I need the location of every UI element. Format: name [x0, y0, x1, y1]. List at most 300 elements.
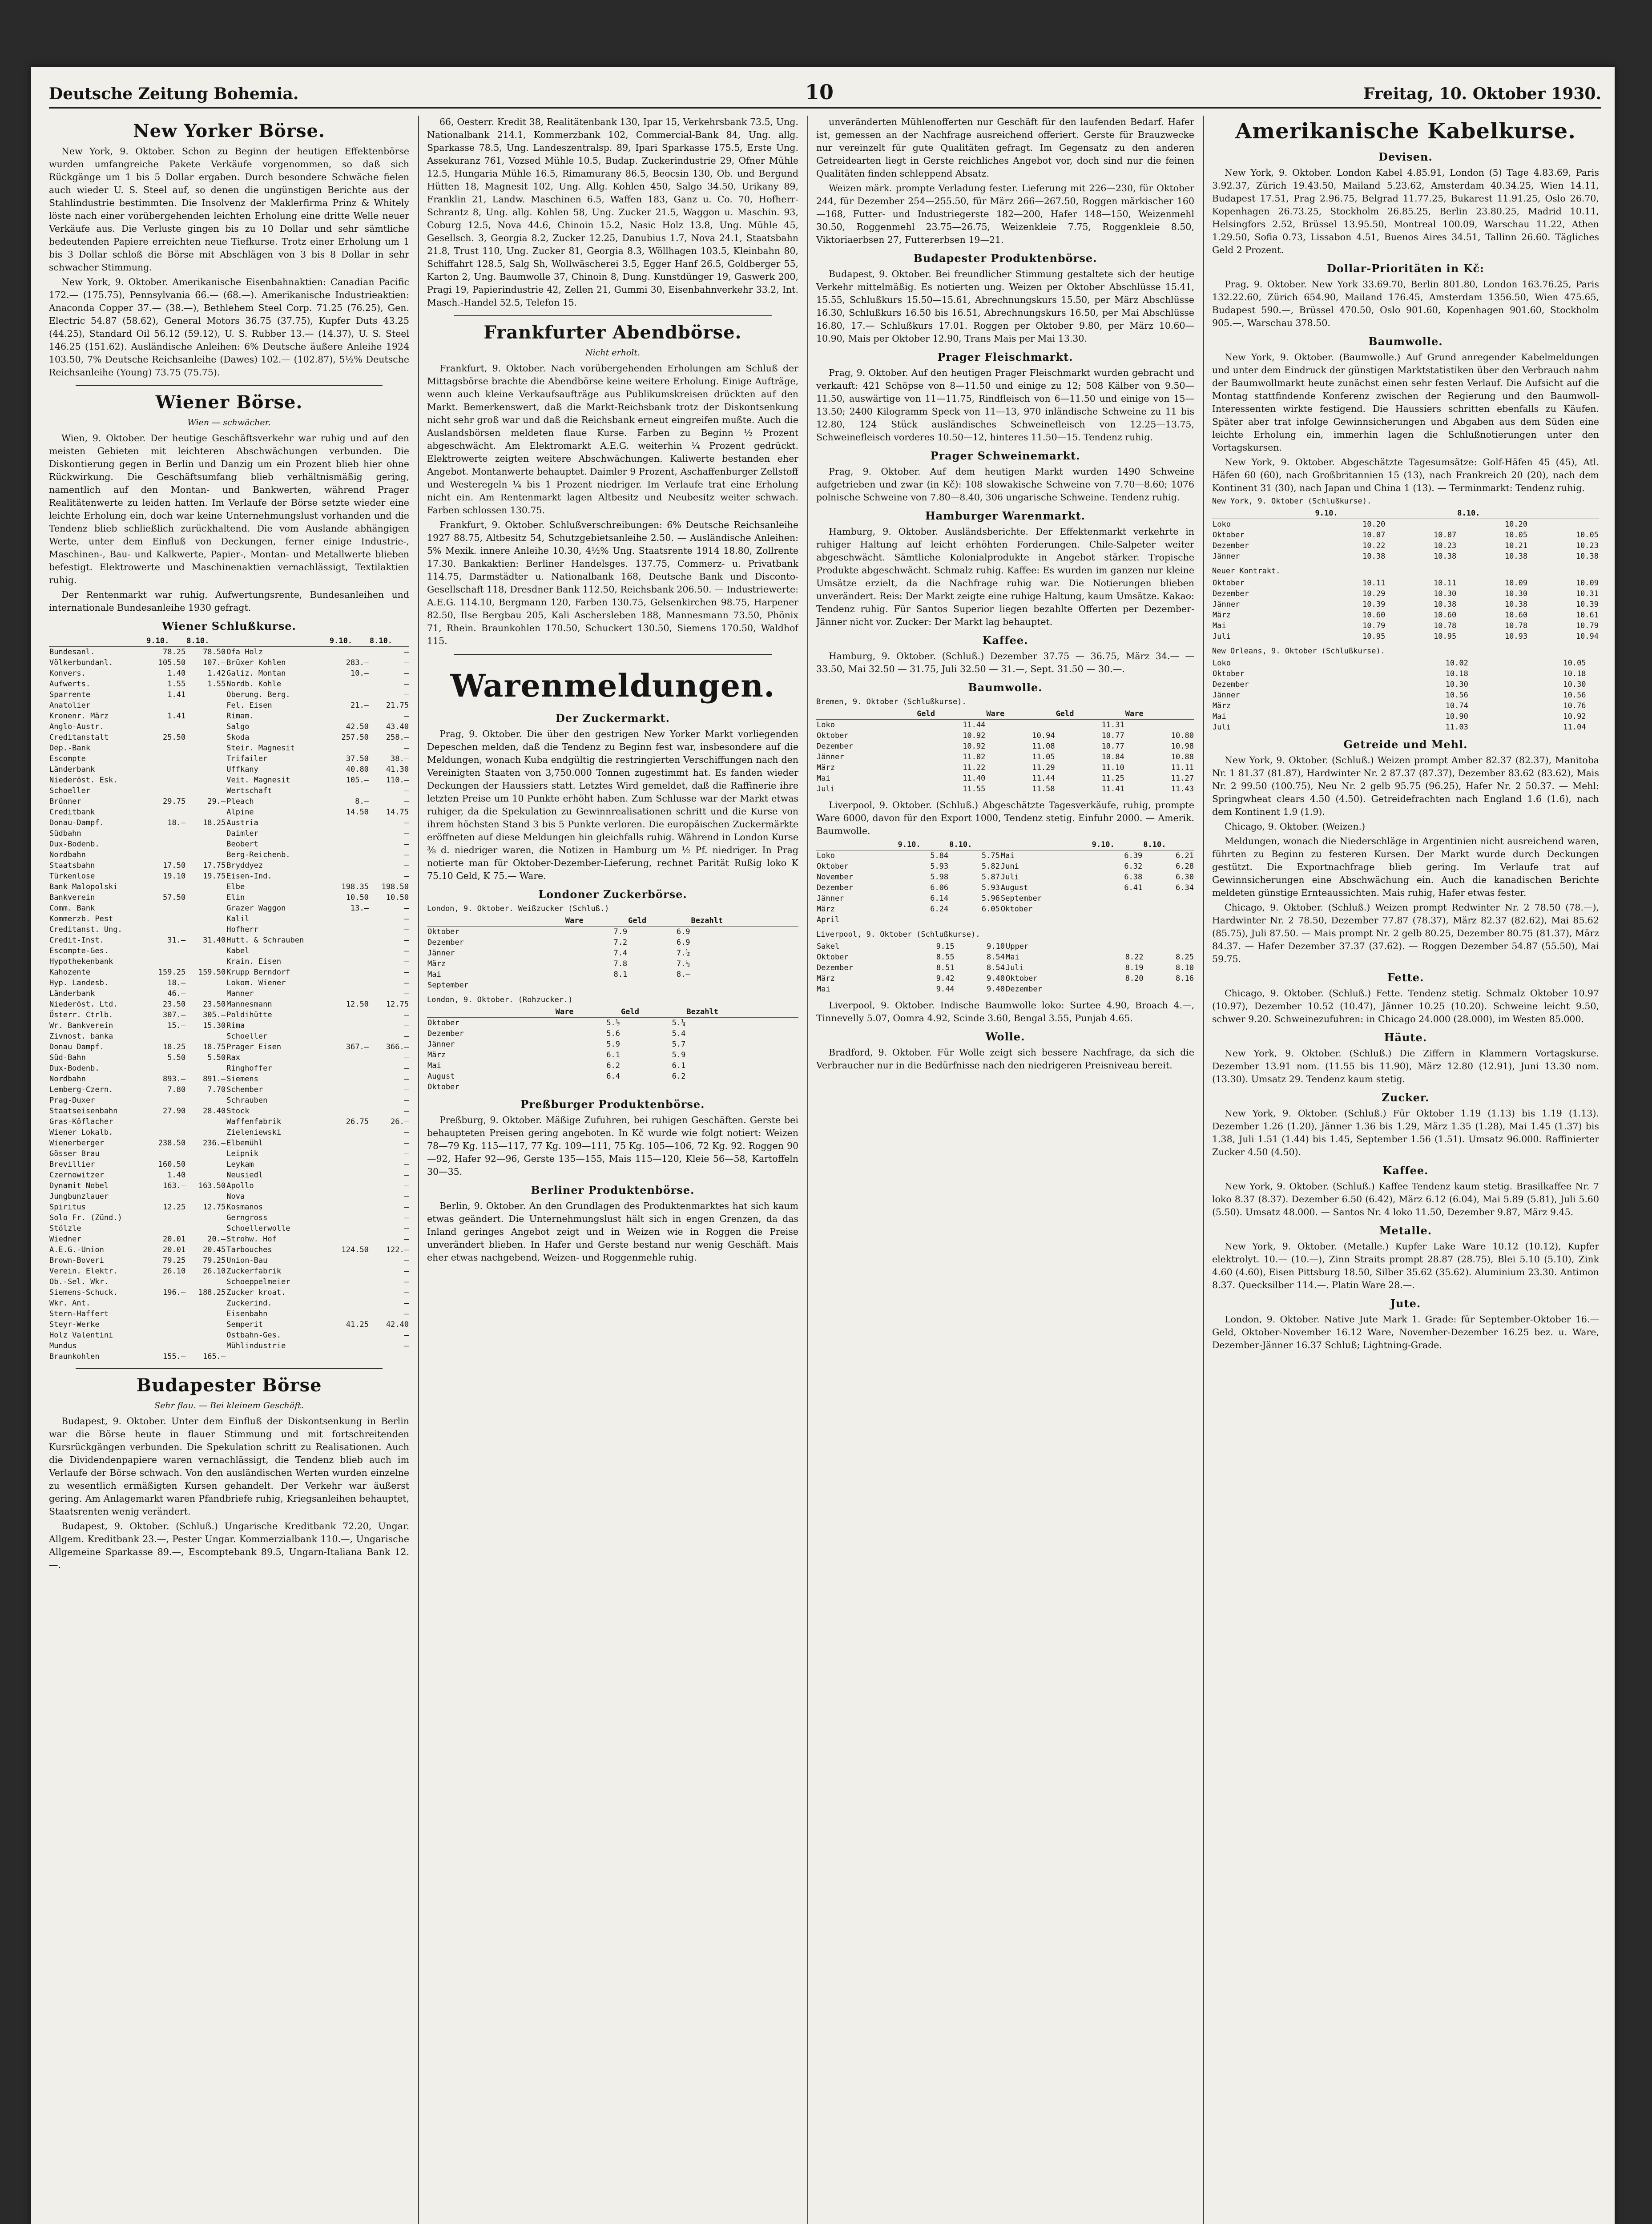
table-cell: — — [404, 797, 409, 806]
column-1 — [49, 116, 409, 2224]
new-contract-table — [1212, 578, 1599, 642]
table-cell: — — [404, 904, 409, 913]
table-cell: 43.40 — [386, 722, 409, 731]
table-cell — [329, 914, 369, 924]
table-row — [49, 1202, 409, 1213]
table-cell: Austria — [226, 818, 258, 827]
table-cell: März — [427, 1051, 446, 1060]
table-cell: 7.¼ — [676, 949, 690, 958]
table-cell: 10.31 — [1575, 589, 1599, 598]
table-cell: 20.— — [207, 1235, 226, 1244]
table-header-cell: 9.10. — [329, 636, 369, 647]
table-header-row — [427, 915, 798, 927]
table-cell: 10.95 — [1434, 632, 1457, 641]
table-cell: Juni — [1000, 862, 1019, 871]
table-cell — [329, 1138, 369, 1148]
table-cell: 78.25 — [163, 648, 186, 657]
table-cell: März — [1213, 611, 1231, 620]
table-cell — [1125, 720, 1194, 731]
table-header-cell: Ware — [1125, 709, 1194, 720]
table-cell: 10.60 — [1504, 611, 1528, 620]
subsection-title-berlin: Berliner Produktenbörse. — [531, 1184, 695, 1197]
subsection-title-zuckermarkt: Der Zuckermarkt. — [556, 712, 670, 725]
subsection-title-schweinemarkt: Prager Schweinemarkt. — [930, 449, 1080, 462]
table-cell: 10.23 — [1434, 541, 1457, 550]
table-cell: 10.30 — [1504, 589, 1528, 598]
article-paragraph: New York, 9. Oktober. Amerikanische Eisenbahnaktien: Canadian Pacific 172.— (175.75), Pennsylvania 66.— (68.—). Amerikanische Industrieaktien: Anaconda Copper 37.— (38.—), Bethlehem Steel Corp. 71.25 (76.25), Gen. Electric 54.87 (58.62), General Motors 36.75 (37.75), Kupfer Duts 43.25 (44.25), Standard Oil 56.12 (59.12), U. S. Rubber 13.— (14.37), U. S. Steel 146.25 (151.62). Ausländische Anleihen: 6% Deutsche äußere Anleihe 1924 103.50, 7% Deutsche Reichsanleihe (Dawes) 102.— (102.87), 5½% Deutsche Reichsanleihe (Young) 73.75 (75.75). — [49, 277, 409, 378]
newspaper-page — [31, 67, 1615, 2224]
table-cell — [186, 892, 226, 903]
article-paragraph: unveränderten Mühlenofferten nur Geschäft für den laufenden Bedarf. Hafer ist, gemessen an der Nachfrage ausreichend offeriert. Gerste für Brauzwecke nur vereinzelt für gute Qualitäten gefragt. Im Gegensatz zu den anderen Getreidearten liegt in Gerste reichliches Angebot vor, doch sind nur die feinen Qualitäten finden schleppend Absatz. — [816, 117, 1194, 179]
article-paragraph: New York, 9. Oktober. (Schluß.) Die Ziffern in Klammern Vortagskurse. Dezember 13.91 nom. (11.55 bis 11.90), März 12.80 (12.91), Juni 13.30 nom. (13.30). Umsatz 29. Tendenz kaum stetig. — [1212, 1048, 1599, 1084]
table-cell: 9.15 — [936, 942, 955, 951]
table-cell: 6.4 — [606, 1072, 621, 1081]
table-cell: 5.¼ — [672, 1019, 686, 1027]
table-row — [1212, 599, 1599, 610]
table-cell: 5.7 — [672, 1040, 686, 1049]
table-cell — [686, 1039, 798, 1050]
table-cell: — — [404, 1224, 409, 1233]
table-cell: 10.30 — [1434, 589, 1457, 598]
table-cell — [186, 1063, 226, 1074]
table-cell: Pleach — [226, 797, 254, 806]
table-cell: 5.87 — [981, 873, 1000, 882]
table-cell — [146, 743, 186, 753]
table-cell: Schoeller — [226, 1032, 268, 1041]
table-cell — [986, 720, 1055, 731]
table-cell — [146, 1319, 186, 1330]
table-cell: 5.6 — [606, 1029, 621, 1038]
table-caption: Bremen, 9. Oktober (Schlußkurse). — [816, 697, 967, 706]
table-cell: 10.60 — [1434, 611, 1457, 620]
table-cell — [329, 711, 369, 721]
table-cell: 8.54 — [987, 963, 1005, 972]
table-cell: 105.— — [346, 776, 369, 785]
table-cell: Nordbahn — [49, 1075, 86, 1084]
table-cell: Veit. Magnesit — [226, 776, 290, 785]
subsection-title-kaffee: Kaffee. — [982, 634, 1028, 647]
table-cell — [186, 903, 226, 914]
table-row — [1212, 669, 1599, 679]
table-row — [49, 657, 409, 668]
table-cell — [329, 1287, 369, 1298]
table-cell: 6.39 — [1124, 851, 1143, 860]
table-row — [1212, 610, 1599, 620]
table-cell: — — [404, 936, 409, 945]
table-cell — [691, 937, 798, 948]
table-header-row — [1212, 508, 1599, 519]
table-cell: Holz Valentini — [49, 1331, 113, 1340]
table-row — [816, 861, 1194, 872]
table-cell: 1.41 — [167, 712, 186, 721]
article-paragraph: Budapest, 9. Oktober. Bei freundlicher Stimmung gestaltete sich der heutige Verkehr mittelmäßig. Es notierten ung. Weizen per Oktober Abschlüsse 15.41, 15.55, Schlußkurs 15.50—15.61, Abrechnungskurs 15.50, per März Abschlüsse 16.30, Schlußkurs 16.50 bis 16.51, Abrechnungskurs 16.50, per Mai Abschlüsse 16.80, 17.— Schlußkurs 17.01. Roggen per Oktober 9.80, per März 10.60—10.90, Mais per Oktober 12.90, Trans Mais per Mai 13.30. — [816, 269, 1194, 344]
table-cell — [146, 1031, 186, 1042]
table-cell — [949, 915, 1000, 925]
table-cell: 10.20 — [1362, 520, 1386, 529]
liverpool-egyptian-table — [816, 941, 1194, 995]
table-cell: Stern-Haffert — [49, 1309, 109, 1318]
table-cell: 163.50 — [198, 1181, 226, 1190]
table-cell: 6.06 — [930, 883, 949, 892]
table-header-cell: 9.10. — [1314, 508, 1386, 519]
table-cell: Dux-Bodenb. — [49, 1064, 100, 1073]
table-cell: September — [1000, 894, 1042, 903]
table-cell — [621, 1082, 686, 1092]
table-cell: — — [404, 1096, 409, 1105]
table-row — [816, 762, 1194, 773]
table-cell: Oktober — [427, 1083, 459, 1092]
table-cell: 38.— — [391, 754, 409, 763]
table-cell: 12.50 — [346, 1000, 369, 1009]
table-cell: 11.58 — [1032, 785, 1055, 794]
column-4 — [1212, 116, 1599, 2224]
table-cell: Loko — [1213, 520, 1231, 529]
table-cell: 79.25 — [203, 1256, 226, 1265]
table-cell: — — [404, 1075, 409, 1084]
table-cell: Wiener Lokalb. — [49, 1128, 113, 1137]
table-cell: Juli — [1000, 873, 1019, 882]
table-header-cell — [1528, 508, 1599, 519]
table-cell: 122.— — [386, 1245, 409, 1254]
table-cell — [329, 1031, 369, 1042]
table-row — [1212, 620, 1599, 631]
table-cell: Jänner — [427, 949, 455, 958]
table-row — [49, 839, 409, 850]
section-title-warenmeldungen: Warenmeldungen. — [450, 667, 775, 704]
table-cell: Staatseisenbahn — [49, 1107, 118, 1116]
table-cell: Mai — [1000, 851, 1015, 860]
table-cell: Türkenlose — [49, 872, 95, 881]
table-cell: Brüxer Kohlen — [226, 658, 286, 667]
table-cell: 10.38 — [1504, 600, 1528, 609]
table-cell: 11.02 — [963, 753, 986, 761]
subsection-title-london-zucker: Londoner Zuckerbörse. — [538, 888, 687, 901]
table-cell: — — [404, 744, 409, 753]
separator — [76, 385, 383, 386]
subsection-title-jute: Jute. — [1390, 1297, 1421, 1310]
table-cell: — — [404, 1171, 409, 1180]
table-cell — [186, 1298, 226, 1309]
table-cell — [329, 1202, 369, 1213]
table-row — [49, 1191, 409, 1202]
table-cell: 10.93 — [1504, 632, 1528, 641]
table-cell — [186, 839, 226, 850]
table-header-cell — [816, 839, 897, 850]
table-cell: Ringhoffer — [226, 1064, 272, 1073]
table-cell — [1144, 941, 1194, 952]
table-row — [816, 773, 1194, 784]
table-cell: Creditanst. Ung. — [49, 925, 122, 934]
table-cell: 163.— — [163, 1181, 186, 1190]
table-row — [816, 741, 1194, 752]
table-cell: 1.42 — [207, 669, 226, 678]
table-row — [1212, 578, 1599, 588]
table-header-cell: 8.10. — [1143, 839, 1194, 850]
table-cell: April — [817, 915, 840, 924]
table-cell: 9.40 — [987, 974, 1005, 983]
table-row — [427, 1018, 798, 1029]
table-cell — [329, 946, 369, 956]
table-cell: Dezember — [817, 963, 853, 972]
table-cell: — — [404, 1021, 409, 1030]
new-york-cotton-table — [1212, 508, 1599, 562]
table-cell: Solo Fr. (Zünd.) — [49, 1213, 122, 1222]
section-title-kabelkurse: Amerikanische Kabelkurse. — [1235, 119, 1576, 144]
table-cell: 23.50 — [203, 1000, 226, 1009]
table-row — [49, 796, 409, 807]
table-cell — [329, 786, 369, 796]
table-cell: 10.61 — [1575, 611, 1599, 620]
column-rule — [418, 116, 419, 2224]
table-cell — [329, 988, 369, 999]
table-cell — [686, 1060, 798, 1071]
table-cell — [146, 956, 186, 967]
table-cell: 26.75 — [346, 1117, 369, 1126]
table-cell: 10.77 — [1101, 731, 1124, 740]
table-header-cell: 9.10. — [146, 636, 186, 647]
table-cell: August — [1000, 883, 1028, 892]
table-row — [427, 1050, 798, 1060]
table-cell: 18.75 — [203, 1043, 226, 1052]
table-cell — [329, 1309, 369, 1319]
table-cell: 31.40 — [203, 936, 226, 945]
table-caption: London, 9. Oktober. Weißzucker (Schluß.) — [427, 904, 609, 913]
table-row — [49, 903, 409, 914]
table-header-cell: Bezahlt — [691, 915, 798, 927]
table-caption: London, 9. Oktober. (Rohzucker.) — [427, 995, 573, 1004]
table-row — [49, 1095, 409, 1106]
table-row — [427, 1082, 798, 1092]
table-cell: 258.— — [386, 733, 409, 742]
table-cell — [146, 721, 186, 732]
subsection-title-fette: Fette. — [1387, 971, 1424, 984]
table-cell: 6.2 — [606, 1061, 621, 1070]
table-cell: Nordbahn — [49, 850, 86, 859]
table-cell: 8.25 — [1176, 953, 1194, 962]
table-row — [49, 1266, 409, 1277]
table-cell: Verein. Elektr. — [49, 1267, 118, 1276]
table-cell: 105.50 — [158, 658, 186, 667]
table-cell: 8.54 — [987, 953, 1005, 962]
table-cell: 10.29 — [1362, 589, 1386, 598]
table-cell — [686, 1082, 798, 1092]
table-cell: Stölzle — [49, 1224, 81, 1233]
table-cell — [329, 1298, 369, 1309]
table-cell — [186, 914, 226, 924]
table-caption: New York, 9. Oktober (Schlußkurse). — [1212, 497, 1372, 506]
article-paragraph: New York, 9. Oktober. Abgeschätzte Tagesumsätze: Golf-Häfen 45 (45), Atl. Häfen 60 (60), nach Großbritannien 15 (13), nach Frankreich 20 (20), nach dem Kontinent 31 (30), nach Japan und China 1 (13). — Terminmarkt: Tendenz ruhig. — [1212, 457, 1599, 493]
table-cell: Salgo — [226, 722, 250, 731]
table-cell: 10.94 — [1575, 632, 1599, 641]
table-cell: 11.08 — [1032, 742, 1055, 751]
table-cell: März — [817, 905, 835, 914]
table-row — [816, 941, 1194, 952]
table-cell: 40.80 — [346, 765, 369, 774]
table-cell: Juli — [1005, 963, 1024, 972]
table-cell: 29.— — [207, 797, 226, 806]
table-cell: Österr. Ctrlb. — [49, 1011, 113, 1019]
table-cell — [1093, 984, 1144, 995]
table-cell: 5.9 — [672, 1051, 686, 1060]
table-cell — [329, 967, 369, 978]
table-row — [816, 872, 1194, 882]
column-2 — [427, 116, 798, 2224]
table-cell: 159.25 — [158, 968, 186, 977]
table-row — [49, 1084, 409, 1095]
table-cell: 9.10 — [987, 942, 1005, 951]
table-cell: Siemens — [226, 1075, 258, 1084]
table-cell: Jänner — [817, 894, 844, 903]
table-row — [1212, 540, 1599, 551]
table-cell: — — [404, 1139, 409, 1148]
table-cell: 10.11 — [1434, 579, 1457, 588]
table-cell: 8.1 — [613, 970, 628, 979]
table-row — [49, 850, 409, 860]
table-cell: Bundesanl. — [49, 648, 95, 657]
table-cell: 6.32 — [1124, 862, 1143, 871]
table-cell — [186, 882, 226, 892]
table-cell: Brown-Boveri — [49, 1256, 104, 1265]
table-cell: 6.21 — [1176, 851, 1194, 860]
table-cell: 5.½ — [606, 1019, 621, 1027]
separator — [454, 315, 772, 316]
table-cell: 10.20 — [1504, 520, 1528, 529]
subsection-title-dollar: Dollar-Prioritäten in Kč: — [1327, 262, 1484, 275]
table-cell: 7.80 — [167, 1085, 186, 1094]
table-row — [49, 882, 409, 892]
table-row — [816, 752, 1194, 762]
table-cell: 10.92 — [963, 731, 986, 740]
table-cell — [329, 1148, 369, 1159]
table-cell: 10.18 — [1445, 669, 1468, 678]
table-cell: 10.78 — [1434, 621, 1457, 630]
table-cell — [186, 1170, 226, 1180]
table-cell — [186, 1095, 226, 1106]
table-cell — [146, 1116, 186, 1127]
table-cell: 10.76 — [1563, 701, 1586, 710]
table-cell: Dezember — [1213, 541, 1249, 550]
table-cell: Völkerbundanl. — [49, 658, 113, 667]
table-row — [816, 784, 1194, 794]
table-row — [49, 732, 409, 743]
table-cell: 257.50 — [341, 733, 369, 742]
table-cell: 11.44 — [1032, 774, 1055, 783]
article-paragraph: New York, 9. Oktober. (Schluß.) Für Oktober 1.19 (1.13) bis 1.19 (1.13). Dezember 1.26 (1.20), Jänner 1.36 bis 1.29, März 1.35 (1.28), Mai 1.45 (1.37) bis 1.38, Juli 1.51 (1.44) bis 1.45, September 1.56 (1.51). Umsatz 96.000. Raffinierter Zucker 4.50 (4.50). — [1212, 1108, 1599, 1157]
table-cell: — — [404, 712, 409, 721]
table-row — [49, 775, 409, 786]
table-cell: Jänner — [1213, 600, 1240, 609]
table-cell: Upper — [1005, 942, 1029, 951]
table-cell: 9.40 — [987, 985, 1005, 994]
table-cell — [186, 1223, 226, 1234]
table-cell: Hutt. & Schrauben — [226, 936, 304, 945]
table-cell — [146, 882, 186, 892]
table-cell: — — [404, 1064, 409, 1073]
table-cell — [1469, 722, 1481, 733]
table-row — [49, 1106, 409, 1116]
table-row — [49, 1074, 409, 1084]
table-cell: 238.50 — [158, 1139, 186, 1148]
table-cell — [329, 1180, 369, 1191]
table-cell: Mai — [817, 985, 830, 994]
table-cell: Staatsbahn — [49, 861, 95, 870]
table-cell: Oktober — [1213, 531, 1245, 540]
table-row — [49, 924, 409, 935]
table-cell: 10.95 — [1362, 632, 1386, 641]
table-header-cell: 8.10. — [1457, 508, 1528, 519]
table-cell: 8.55 — [936, 953, 955, 962]
table-cell: 124.50 — [341, 1245, 369, 1254]
table-cell: 12.75 — [203, 1203, 226, 1212]
column-rule — [807, 116, 808, 2224]
article-paragraph: New York, 9. Oktober. (Schluß.) Kaffee Tendenz kaum stetig. Brasilkaffee Nr. 7 loko 8.37 (8.37). Dezember 6.50 (6.42), März 6.12 (6.04), Mai 5.89 (5.81), Juli 5.60 (5.50). Umsatz 48.000. — Santos Nr. 4 loko 11.50, Dezember 9.87, März 9.45. — [1212, 1181, 1599, 1217]
table-cell — [146, 839, 186, 850]
table-header-cell: Bezahlt — [686, 1007, 798, 1018]
table-cell — [186, 807, 226, 818]
table-cell: 41.30 — [386, 765, 409, 774]
table-cell: Braunkohlen — [49, 1352, 100, 1361]
liverpool-cotton-table — [816, 839, 1194, 925]
table-cell: 5.4 — [672, 1029, 686, 1038]
table-cell: Semperit — [226, 1320, 263, 1329]
table-row — [49, 978, 409, 988]
table-cell: — — [404, 1192, 409, 1201]
table-cell: 366.— — [386, 1043, 409, 1052]
table-cell: 198.50 — [381, 882, 409, 891]
table-cell — [146, 1298, 186, 1309]
table-cell — [628, 980, 690, 991]
table-cell: 10.02 — [1445, 659, 1468, 668]
table-cell: Leipnik — [226, 1149, 258, 1158]
table-cell: 57.50 — [163, 893, 186, 902]
table-cell: 7.9 — [613, 927, 628, 936]
table-cell: 10.38 — [1362, 552, 1386, 561]
table-cell: — — [404, 1299, 409, 1308]
table-cell — [186, 1116, 226, 1127]
table-cell: 6.2 — [672, 1072, 686, 1081]
table-row — [49, 689, 409, 700]
table-cell — [329, 1351, 369, 1362]
article-paragraph: Bradford, 9. Oktober. Für Wolle zeigt sich bessere Nachfrage, da sich die Verbraucher nur in die Bedürfnisse nach den niedrigeren Preisniveau bereit. — [816, 1047, 1194, 1071]
table-header-cell: 8.10. — [186, 636, 226, 647]
table-header-cell: Geld — [916, 709, 986, 720]
table-row — [49, 1042, 409, 1052]
table-cell: Wiedner — [49, 1235, 81, 1244]
table-cell: 110.— — [386, 776, 409, 785]
table-cell — [329, 956, 369, 967]
table-cell: — — [404, 861, 409, 870]
table-cell: Oktober — [817, 953, 849, 962]
table-cell: Apollo — [226, 1181, 254, 1190]
table-cell — [329, 1341, 369, 1351]
table-cell: Aufwerts. — [49, 680, 91, 689]
table-cell: 18.25 — [203, 818, 226, 827]
table-cell — [146, 1095, 186, 1106]
subsection-title-budapest-produkte: Budapester Produktenbörse. — [913, 252, 1097, 265]
subsection-title-devisen: Devisen. — [1378, 150, 1433, 163]
table-cell — [329, 1223, 369, 1234]
table-cell — [186, 689, 226, 700]
table-cell: — — [404, 925, 409, 934]
table-cell: 41.25 — [346, 1320, 369, 1329]
table-cell: — — [404, 957, 409, 966]
table-cell: 7.8 — [613, 959, 628, 968]
table-cell — [186, 700, 226, 711]
table-cell: 6.24 — [930, 905, 949, 914]
table-row — [816, 904, 1194, 915]
table-cell: Ofa Holz — [226, 648, 263, 657]
table-cell: Grazer Waggon — [226, 904, 286, 913]
